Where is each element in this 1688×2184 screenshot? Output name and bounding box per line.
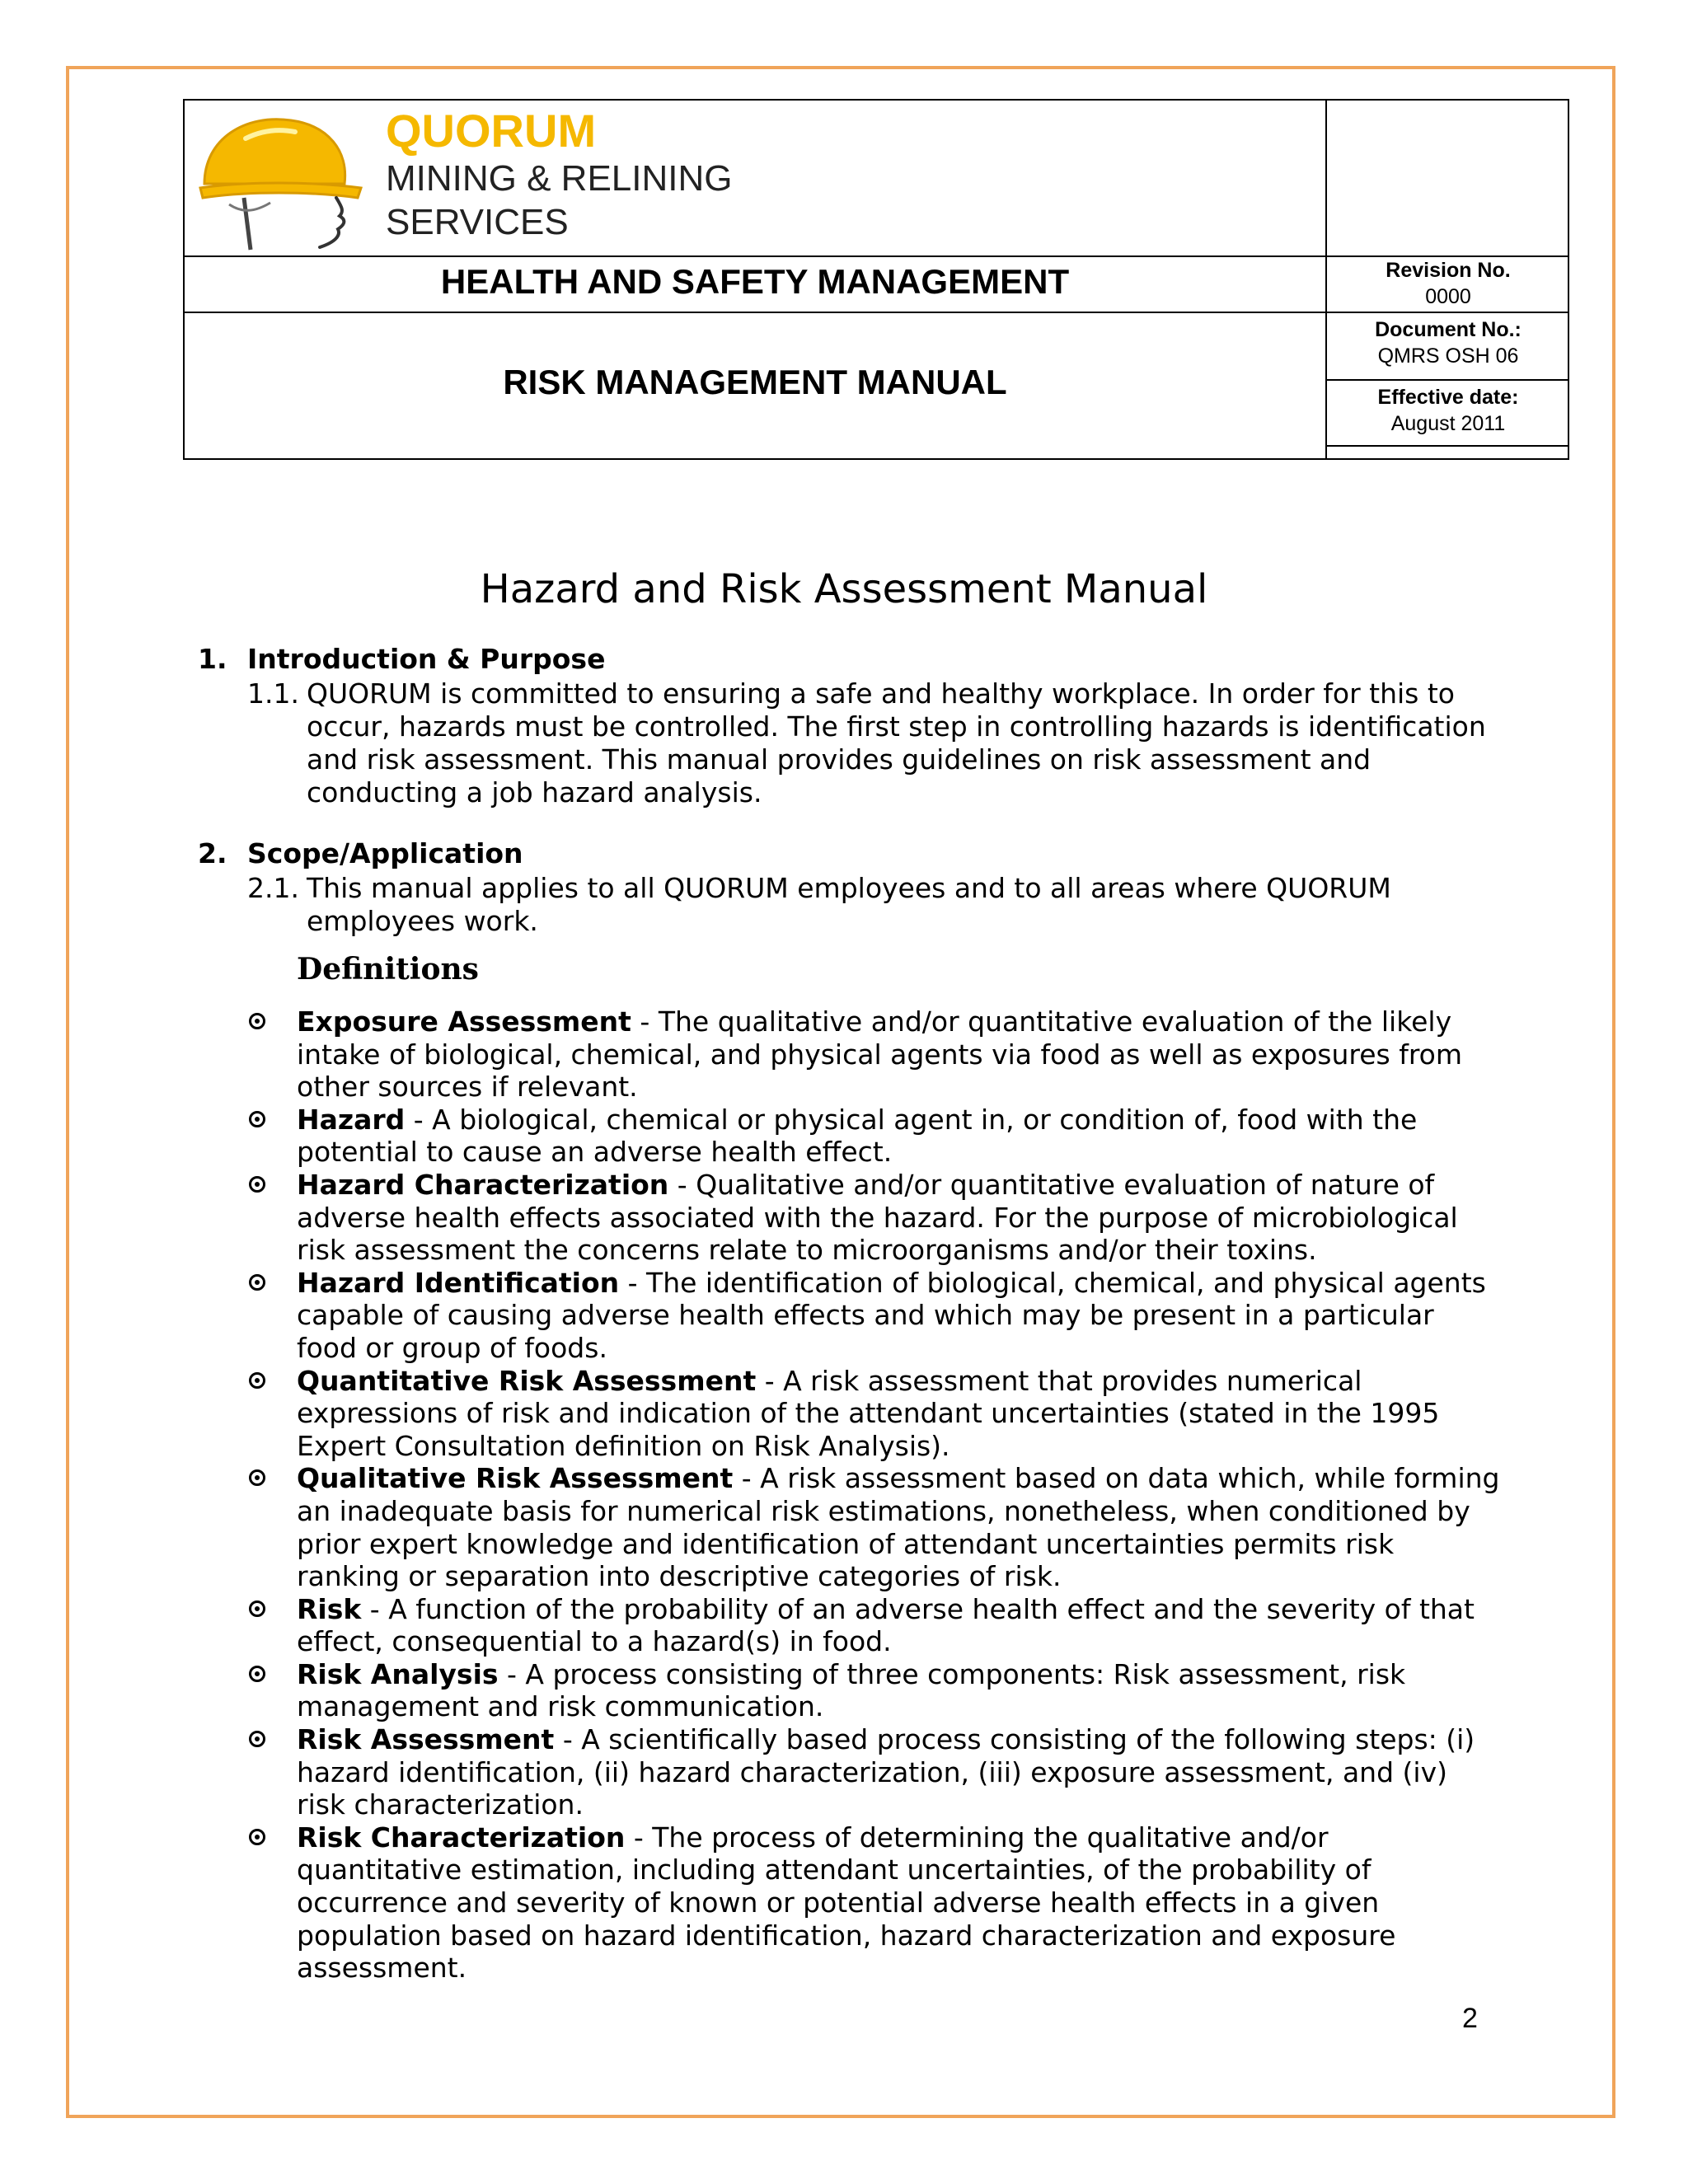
revision-cell (1327, 257, 1569, 310)
section-number: 1. (198, 643, 227, 675)
definition-item (247, 1462, 1500, 1592)
definition-term: Exposure Assessment (297, 1005, 631, 1038)
section-title: Scope/Application (247, 837, 523, 869)
section-heading (198, 837, 523, 870)
definition-term: Risk (297, 1592, 362, 1625)
subsection (247, 677, 1500, 809)
company-logo (196, 105, 1317, 254)
definition-text: - The qualitative and/or quantitative evaluation of the likely intake of biological, chemical, and physical agents via food as well as exposures from other sources if relevant. (297, 1005, 1463, 1104)
effective-date-value: August 2011 (1390, 412, 1506, 435)
definitions-heading: Definitions (297, 952, 479, 987)
effective-date-label: Effective date: (1377, 386, 1519, 409)
radio-bullet-icon (249, 1731, 265, 1747)
definition-text: - A biological, chemical or physical agent in, or condition of, food with the potential to cause an adverse health effect. (297, 1103, 1418, 1169)
radio-bullet-icon (249, 1601, 265, 1617)
definition-text: - A process consisting of three components: Risk assessment, risk management and risk communication. (297, 1657, 1406, 1723)
definition-text: - The process of determining the qualitative and/or quantitative estimation, including attendant uncertainties, of the probability of occurrence and severity of known or potential adverse health effects in a given population based on hazard identification, hazard characterization and exposure assessment. (297, 1821, 1396, 1985)
definition-term: Hazard Characterization (297, 1168, 669, 1201)
radio-bullet-icon (249, 1469, 265, 1486)
definition-item (247, 1365, 1500, 1463)
definition-item (247, 1593, 1500, 1658)
radio-bullet-icon (249, 1013, 265, 1029)
radio-bullet-icon (249, 1111, 265, 1127)
header-divider (185, 312, 1569, 313)
manual-title: RISK MANAGEMENT MANUAL (503, 363, 1007, 401)
header-title: HEALTH AND SAFETY MANAGEMENT (440, 262, 1070, 301)
brand-block (386, 105, 733, 244)
hard-hat-icon (196, 105, 369, 254)
page-number: 2 (1462, 2003, 1478, 2034)
definitions-list (247, 1005, 1500, 1985)
section-heading (198, 643, 605, 676)
brand-line-1: MINING & RELINING (386, 158, 733, 199)
subsection (247, 872, 1500, 938)
definition-item (247, 1169, 1500, 1267)
document-title: Hazard and Risk Assessment Manual (480, 566, 1208, 612)
definition-item (247, 1658, 1500, 1723)
document-cell (1327, 316, 1569, 369)
header-divider (1327, 379, 1569, 381)
document-label: Document No.: (1375, 318, 1522, 341)
definition-text: - Qualitative and/or quantitative evaluation of nature of adverse health effects associated with the hazard. For the purpose of microbiological risk assessment the concerns relate to microorganisms and/or their toxins. (297, 1168, 1458, 1267)
definition-item (247, 1821, 1500, 1985)
section-title: Introduction & Purpose (247, 643, 606, 675)
radio-bullet-icon (249, 1829, 265, 1845)
definition-text: - A function of the probability of an adverse health effect and the severity of that effect, consequential to a hazard(s) in food. (297, 1592, 1475, 1658)
definition-item (247, 1104, 1500, 1169)
definition-text: - The identification of biological, chemical, and physical agents capable of causing adverse health effects and which may be present in a particular food or group of foods. (297, 1266, 1486, 1364)
radio-bullet-icon (249, 1176, 265, 1193)
definition-term: Risk Assessment (297, 1723, 555, 1756)
header-divider (1327, 445, 1569, 447)
brand-name: QUORUM (386, 105, 597, 157)
subsection-text: QUORUM is committed to ensuring a safe and healthy workplace. In order for this to occur, hazards must be controlled. The first step in controlling hazards is identification and risk assessment. This manual provides guidelines on risk assessment and conducting a job hazard analysis. (307, 677, 1486, 808)
header-table (183, 99, 1569, 460)
brand-line-2: SERVICES (386, 202, 569, 242)
subsection-number: 2.1. (247, 872, 299, 904)
radio-bullet-icon (249, 1274, 265, 1291)
definition-term: Hazard Identification (297, 1266, 620, 1299)
definition-item (247, 1267, 1500, 1365)
definition-text: - A risk assessment that provides numerical expressions of risk and indication of the attendant uncertainties (stated in the 1995 Expert Consultation definition on Risk Analysis). (297, 1364, 1440, 1462)
definition-item (247, 1005, 1500, 1104)
radio-bullet-icon (249, 1372, 265, 1389)
definition-item (247, 1723, 1500, 1821)
subsection-text: This manual applies to all QUORUM employees and to all areas where QUORUM employees work. (307, 872, 1391, 937)
definition-term: Hazard (297, 1103, 406, 1136)
definition-term: Qualitative Risk Assessment (297, 1462, 734, 1495)
revision-label: Revision No. (1386, 259, 1511, 282)
definition-term: Quantitative Risk Assessment (297, 1364, 757, 1397)
document-value: QMRS OSH 06 (1377, 344, 1519, 368)
definition-term: Risk Characterization (297, 1821, 626, 1854)
radio-bullet-icon (249, 1666, 265, 1682)
subsection-number: 1.1. (247, 677, 299, 710)
effective-date-cell (1327, 384, 1569, 437)
definition-term: Risk Analysis (297, 1657, 499, 1690)
definition-text: - A risk assessment based on data which, while forming an inadequate basis for numerical risk estimations, nonetheless, when conditioned by prior expert knowledge and identification of attendant uncertainties permits risk ranking or separation into descriptive categories of risk. (297, 1462, 1500, 1593)
definition-text: - A scientifically based process consisting of the following steps: (i) hazard identification, (ii) hazard characterization, (iii) exposure assessment, and (iv) risk characterization. (297, 1723, 1475, 1821)
revision-value: 0000 (1425, 285, 1471, 308)
section-number: 2. (198, 837, 227, 869)
